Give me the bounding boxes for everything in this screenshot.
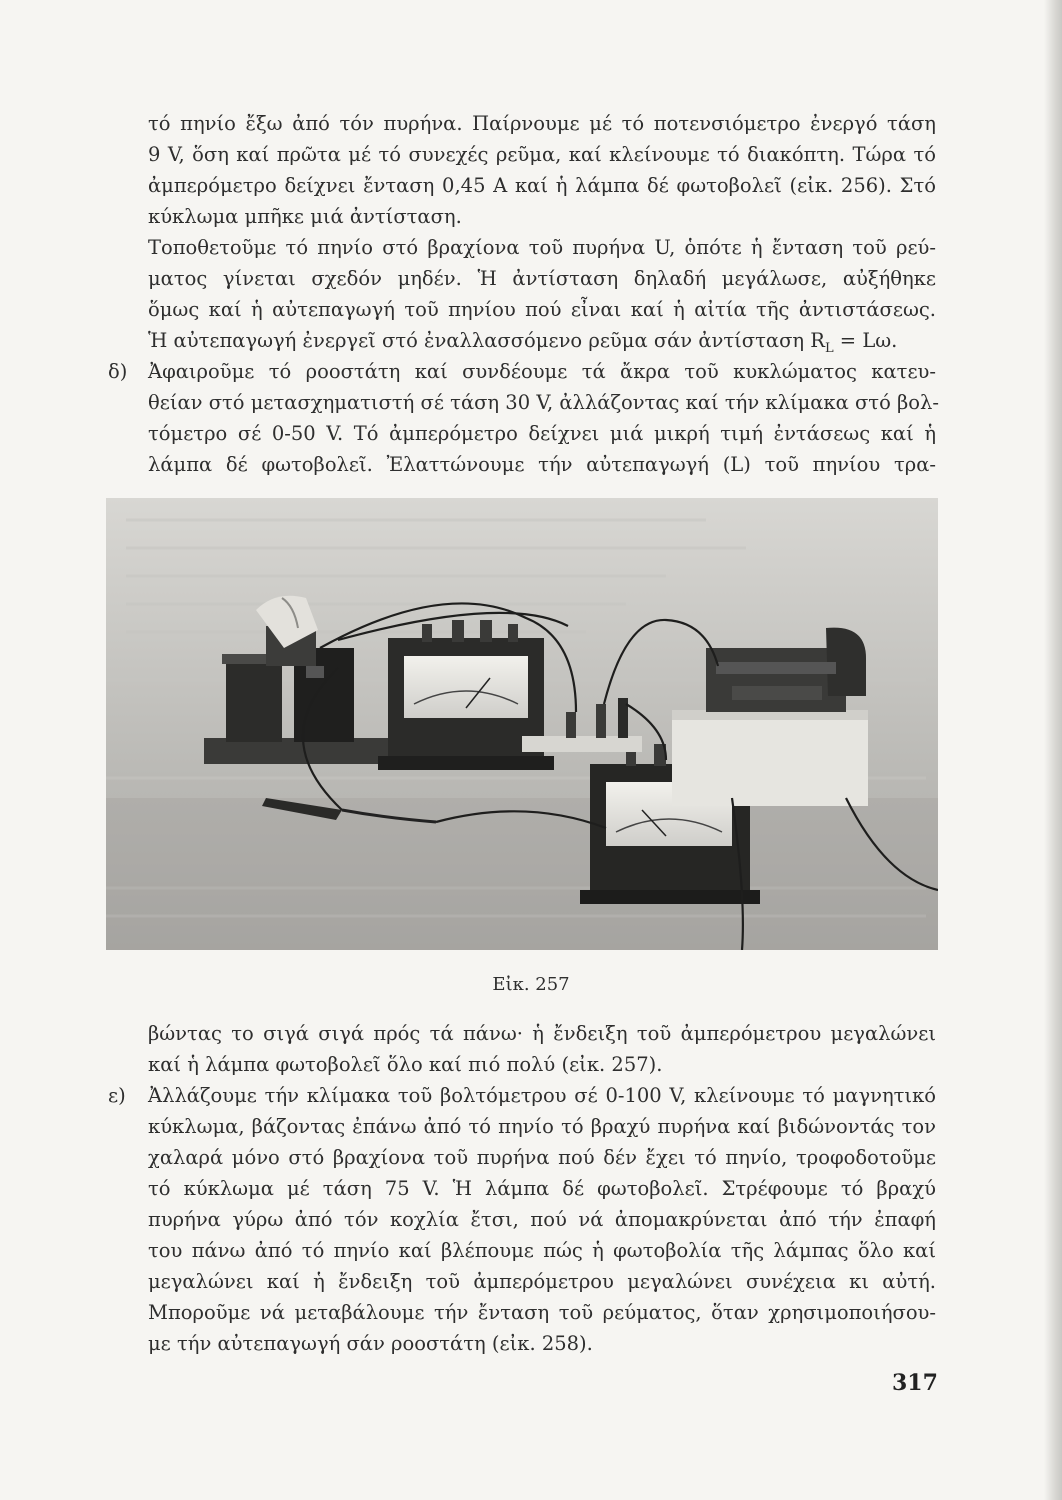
text-line: βώντας το σιγά σιγά πρός τά πάνω· ἡ ἔνδειξη τοῦ ἀμπερόμετρου μεγαλώνει	[148, 1022, 936, 1045]
page-edge-shadow	[1044, 0, 1062, 1500]
text-line: ἀμπερόμετρο δείχνει ἔνταση 0,45 A καί ἡ λάμπα δέ φωτοβολεῖ (εἰκ. 256). Στό	[148, 174, 936, 197]
text-line: λάμπα δέ φωτοβολεῖ. Ἐλαττώνουμε τήν αὐτεπαγωγή (L) τοῦ πηνίου τρα-	[148, 453, 936, 476]
list-marker-d: δ)	[108, 360, 128, 383]
page-number: 317	[892, 1370, 938, 1396]
text-line: μεγαλώνει καί ἡ ἔνδειξη τοῦ ἀμπερόμετρου μεγαλώνει συνέχεια κι αὐτή.	[148, 1270, 936, 1293]
text-block-top	[108, 108, 939, 480]
photo-illustration	[106, 498, 938, 950]
text-line: κύκλωμα μπῆκε μιά ἀντίσταση.	[148, 205, 462, 228]
text-line: Τοποθετοῦμε τό πηνίο στό βραχίονα τοῦ πυρήνα U, ὁπότε ἡ ἔνταση τοῦ ρεύ-	[148, 236, 936, 259]
text-line: 9 V, ὅση καί πρῶτα μέ τό συνεχές ρεῦμα, καί κλείνουμε τό διακόπτη. Τώρα τό	[148, 143, 936, 166]
text-line-content: Ἀφαιροῦμε τό ροοστάτη καί συνδέουμε τά ἄκρα τοῦ κυκλώματος κατευ-	[148, 360, 936, 383]
text-block-bottom	[108, 1018, 936, 1359]
text-line: καί ἡ λάμπα φωτοβολεῖ ὅλο καί πιό πολύ (εἰκ. 257).	[148, 1053, 663, 1076]
figure-caption: Εἰκ. 257	[492, 974, 570, 995]
text-line-rl-main: Ἡ αὐτεπαγωγή ἐνεργεῖ στό ἐναλλασσόμενο ρεῦμα σάν ἀντίσταση R	[148, 329, 825, 352]
text-line	[108, 1080, 936, 1111]
text-line: τό κύκλωμα μέ τάση 75 V. Ἡ λάμπα δέ φωτοβολεῖ. Στρέφουμε τό βραχύ	[148, 1177, 936, 1200]
rl-subscript: L	[824, 340, 834, 356]
text-line: τό πηνίο ἔξω ἀπό τόν πυρήνα. Παίρνουμε μέ τό ποτενσιόμετρο ἐνεργό τάση	[148, 112, 936, 135]
text-line: πυρήνα γύρω ἀπό τόν κοχλία ἔτσι, πού νά ἀπομακρύνεται ἀπό τήν ἐπαφή	[148, 1208, 936, 1231]
text-line: Μποροῦμε νά μεταβάλουμε τήν ἔνταση τοῦ ρεύματος, ὅταν χρησιμοποιήσου-	[148, 1301, 936, 1324]
text-line: του πάνω ἀπό τό πηνίο καί βλέπουμε πώς ἡ φωτοβολία τῆς λάμπας ὅλο καί	[148, 1239, 936, 1262]
rl-suffix: = Lω.	[833, 329, 898, 352]
text-line-rl	[148, 325, 936, 356]
text-line-content: Ἀλλάζουμε τήν κλίμακα τοῦ βολτόμετρου σέ 0-100 V, κλείνουμε τό μαγνητικό	[148, 1084, 936, 1107]
photo-experiment-apparatus	[106, 498, 938, 950]
text-line: ὅμως καί ἡ αὐτεπαγωγή τοῦ πηνίου πού εἶναι καί ἡ αἰτία τῆς ἀντιστάσεως.	[148, 298, 936, 321]
text-line: τόμετρο σέ 0-50 V. Τό ἀμπερόμετρο δείχνει μιά μικρή τιμή ἐντάσεως καί ἡ	[148, 422, 936, 445]
text-line	[108, 356, 936, 387]
list-marker-e: ε)	[108, 1084, 126, 1107]
text-line: θείαν στό μετασχηματιστή σέ τάση 30 V, ἀλλάζοντας καί τήν κλίμακα στό βολ-	[148, 391, 939, 414]
text-line: ματος γίνεται σχεδόν μηδέν. Ἡ ἀντίσταση δηλαδή μεγάλωσε, αὐξήθηκε	[148, 267, 936, 290]
text-line: χαλαρά μόνο στό βραχίονα τοῦ πυρήνα πού δέν ἔχει τό πηνίο, τροφοδοτοῦμε	[148, 1146, 936, 1169]
text-line: με τήν αὐτεπαγωγή σάν ροοστάτη (εἰκ. 258).	[148, 1332, 593, 1355]
text-line: κύκλωμα, βάζοντας ἐπάνω ἀπό τό πηνίο τό βραχύ πυρήνα καί βιδώνοντάς τον	[148, 1115, 936, 1138]
